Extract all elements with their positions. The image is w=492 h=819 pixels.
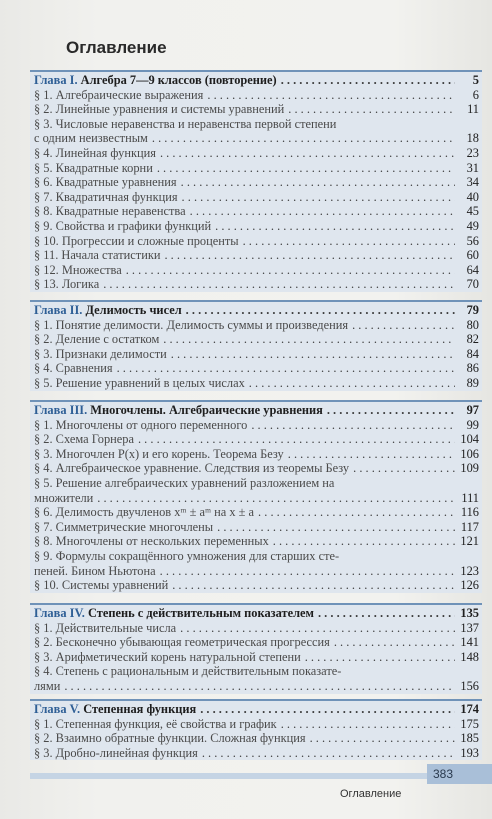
section-title: § 8. Квадратные неравенства xyxy=(34,204,186,219)
section-title: § 2. Деление с остатком xyxy=(34,332,160,347)
leader-dots xyxy=(251,418,455,433)
section-entry[interactable] xyxy=(30,418,482,433)
section-title: § 10. Системы уравнений xyxy=(34,578,169,593)
leader-dots xyxy=(353,461,455,476)
section-page: 106 xyxy=(460,446,479,461)
chapter-block xyxy=(30,400,482,593)
section-title: § 1. Действительные числа xyxy=(34,620,177,635)
leader-dots xyxy=(163,332,455,347)
section-title: § 5. Решение уравнений в целых числах xyxy=(34,375,245,390)
section-entry[interactable] xyxy=(30,204,482,219)
section-title: § 5. Решение алгебраических уравнений разложением на xyxy=(34,475,335,490)
leader-dots xyxy=(305,650,455,665)
section-entry[interactable] xyxy=(30,731,482,746)
section-page: 40 xyxy=(466,189,479,204)
leader-dots xyxy=(352,318,455,333)
section-page: 56 xyxy=(466,233,479,248)
chapter-heading[interactable] xyxy=(30,702,482,717)
section-entry[interactable] xyxy=(30,146,482,161)
section-title: § 2. Линейные уравнения и системы уравнений xyxy=(34,102,285,117)
leader-dots xyxy=(310,731,455,746)
section-entry-continuation[interactable] xyxy=(30,131,482,146)
chapter-page: 135 xyxy=(460,606,479,620)
chapter-page: 174 xyxy=(460,702,479,716)
section-title-continuation: пеней. Бином Ньютона xyxy=(34,563,156,578)
section-entry[interactable] xyxy=(30,578,482,593)
section-entry[interactable] xyxy=(30,318,482,333)
chapter-heading[interactable] xyxy=(30,606,482,621)
section-title: § 9. Свойства и графики функций xyxy=(34,218,212,233)
section-page: 89 xyxy=(466,375,479,390)
chapter-label: Глава IV. xyxy=(34,606,85,620)
section-title: § 1. Понятие делимости. Делимость суммы и произведения xyxy=(34,317,349,332)
section-entry[interactable] xyxy=(30,447,482,462)
leader-dots xyxy=(64,679,455,694)
section-page: 123 xyxy=(460,563,479,578)
leader-dots xyxy=(157,161,455,176)
section-page: 82 xyxy=(466,332,479,347)
section-title: § 10. Прогрессии и сложные проценты xyxy=(34,233,239,248)
section-title: § 13. Логика xyxy=(34,277,100,292)
section-entry[interactable] xyxy=(30,746,482,761)
section-page: 80 xyxy=(466,317,479,332)
section-title: § 6. Делимость двучленов xᵐ ± aᵐ на x ± a xyxy=(34,505,255,520)
section-entry[interactable] xyxy=(30,664,482,679)
chapter-title: Многочлены. Алгебраические уравнения xyxy=(90,403,323,417)
leader-dots xyxy=(180,621,455,636)
leader-dots xyxy=(334,635,455,650)
section-title: § 5. Квадратные корни xyxy=(34,160,153,175)
leader-dots xyxy=(202,746,455,761)
section-entry[interactable] xyxy=(30,534,482,549)
section-title: § 3. Признаки делимости xyxy=(34,346,167,361)
chapter-page: 97 xyxy=(466,403,479,417)
section-title-continuation: множители xyxy=(34,490,94,505)
section-page: 99 xyxy=(466,417,479,432)
section-title: § 3. Арифметический корень натуральной степени xyxy=(34,649,301,664)
chapter-title: Степень с действительным показателем xyxy=(88,606,314,620)
bottom-decor-bar xyxy=(30,773,492,779)
section-page: 121 xyxy=(460,534,479,549)
section-page: 60 xyxy=(466,248,479,263)
page-number: 383 xyxy=(427,764,492,784)
section-page: 18 xyxy=(466,131,479,146)
leader-dots xyxy=(200,702,455,717)
leader-dots xyxy=(273,534,455,549)
chapter-heading[interactable] xyxy=(30,303,482,318)
section-page: 11 xyxy=(467,102,479,117)
section-title-continuation: с одним неизвестным xyxy=(34,131,148,146)
section-entry[interactable] xyxy=(30,432,482,447)
chapter-block xyxy=(30,70,482,292)
section-title: § 3. Числовые неравенства и неравенства первой степени xyxy=(34,116,337,131)
chapter-heading[interactable] xyxy=(30,403,482,418)
section-entry[interactable] xyxy=(30,175,482,190)
section-title: § 4. Алгебраическое уравнение. Следствия из теоремы Безу xyxy=(34,461,350,476)
leader-dots xyxy=(249,376,455,391)
leader-dots xyxy=(160,146,455,161)
chapter-heading[interactable] xyxy=(30,73,482,88)
section-page: 109 xyxy=(460,461,479,476)
section-page: 175 xyxy=(460,716,479,731)
section-title: § 7. Квадратичная функция xyxy=(34,189,178,204)
section-page: 70 xyxy=(466,277,479,292)
section-entry[interactable] xyxy=(30,621,482,636)
section-page: 23 xyxy=(466,145,479,160)
section-title: § 1. Степенная функция, её свойства и график xyxy=(34,716,277,731)
chapter-page: 5 xyxy=(472,73,479,87)
chapter-title: Степенная функция xyxy=(83,702,197,716)
section-entry-continuation[interactable] xyxy=(30,679,482,694)
section-entry[interactable] xyxy=(30,376,482,391)
section-title: § 2. Взаимно обратные функции. Сложная функция xyxy=(34,731,306,746)
section-entry[interactable] xyxy=(30,476,482,491)
section-entry[interactable] xyxy=(30,88,482,103)
section-entry[interactable] xyxy=(30,277,482,292)
section-entry[interactable] xyxy=(30,461,482,476)
section-title: § 3. Многочлен P(x) и его корень. Теорема Безу xyxy=(34,446,284,461)
section-page: 111 xyxy=(461,490,479,505)
leader-dots xyxy=(281,73,455,88)
section-page: 34 xyxy=(466,175,479,190)
section-page: 84 xyxy=(466,346,479,361)
section-page: 156 xyxy=(460,678,479,693)
section-title: § 2. Бесконечно убывающая геометрическая прогрессия xyxy=(34,635,330,650)
section-entry[interactable] xyxy=(30,717,482,732)
section-page: 86 xyxy=(466,361,479,376)
chapter-label: Глава I. xyxy=(34,73,78,87)
section-title: § 4. Сравнения xyxy=(34,361,113,376)
leader-dots xyxy=(258,505,455,520)
chapter-label: Глава V. xyxy=(34,702,81,716)
section-page: 137 xyxy=(460,620,479,635)
section-entry[interactable] xyxy=(30,219,482,234)
leader-dots xyxy=(126,263,455,278)
chapter-title: Алгебра 7—9 классов (повторение) xyxy=(80,73,277,87)
leader-dots xyxy=(160,564,455,579)
leader-dots xyxy=(215,219,455,234)
section-title: § 6. Квадратные уравнения xyxy=(34,175,177,190)
leader-dots xyxy=(172,578,455,593)
section-title: § 7. Симметрические многочлены xyxy=(34,519,214,534)
leader-dots xyxy=(97,491,455,506)
section-entry[interactable] xyxy=(30,520,482,535)
section-title: § 4. Степень с рациональным и действительным показате- xyxy=(34,664,342,679)
section-entry-continuation[interactable] xyxy=(30,564,482,579)
section-entry-continuation[interactable] xyxy=(30,491,482,506)
section-page: 193 xyxy=(460,745,479,760)
chapter-page: 79 xyxy=(466,303,479,317)
chapter-title: Делимость чисел xyxy=(85,303,182,317)
section-title: § 4. Линейная функция xyxy=(34,145,156,160)
section-entry[interactable] xyxy=(30,234,482,249)
section-title: § 11. Начала статистики xyxy=(34,248,161,263)
section-page: 49 xyxy=(466,218,479,233)
leader-dots xyxy=(207,88,455,103)
section-entry[interactable] xyxy=(30,263,482,278)
section-entry[interactable] xyxy=(30,102,482,117)
section-title: § 3. Дробно-линейная функция xyxy=(34,745,198,760)
leader-dots xyxy=(138,432,455,447)
section-entry[interactable] xyxy=(30,635,482,650)
leader-dots xyxy=(103,277,455,292)
leader-dots xyxy=(318,606,455,621)
leader-dots xyxy=(288,102,455,117)
section-page: 104 xyxy=(460,432,479,447)
section-title: § 2. Схема Горнера xyxy=(34,432,134,447)
section-page: 185 xyxy=(460,731,479,746)
section-entry[interactable] xyxy=(30,190,482,205)
leader-dots xyxy=(288,447,455,462)
section-entry[interactable] xyxy=(30,361,482,376)
leader-dots xyxy=(186,303,455,318)
chapter-label: Глава III. xyxy=(34,403,88,417)
section-title: § 1. Многочлены от одного переменного xyxy=(34,417,248,432)
section-entry[interactable] xyxy=(30,332,482,347)
section-page: 6 xyxy=(472,87,479,102)
chapter-block xyxy=(30,300,482,391)
chapter-label: Глава II. xyxy=(34,303,83,317)
section-page: 31 xyxy=(466,160,479,175)
leader-dots xyxy=(243,234,455,249)
leader-dots xyxy=(281,717,455,732)
section-entry[interactable] xyxy=(30,161,482,176)
section-entry[interactable] xyxy=(30,549,482,564)
section-page: 148 xyxy=(460,649,479,664)
section-page: 126 xyxy=(460,578,479,593)
chapter-block xyxy=(30,699,482,760)
section-entry[interactable] xyxy=(30,347,482,362)
section-page: 117 xyxy=(460,519,479,534)
chapter-block xyxy=(30,603,482,694)
leader-dots xyxy=(181,175,455,190)
section-page: 64 xyxy=(466,262,479,277)
section-entry[interactable] xyxy=(30,117,482,132)
leader-dots xyxy=(171,347,455,362)
running-footer: Оглавление xyxy=(340,788,402,800)
section-page: 45 xyxy=(466,204,479,219)
section-entry[interactable] xyxy=(30,505,482,520)
leader-dots xyxy=(182,190,455,205)
section-entry[interactable] xyxy=(30,650,482,665)
section-page: 141 xyxy=(460,635,479,650)
leader-dots xyxy=(217,520,455,535)
leader-dots xyxy=(152,131,455,146)
page-title: Оглавление xyxy=(66,38,167,57)
section-title-continuation: лями xyxy=(34,678,61,693)
section-page: 116 xyxy=(460,505,479,520)
section-title: § 9. Формулы сокращённого умножения для старших сте- xyxy=(34,548,340,563)
section-title: § 8. Многочлены от нескольких переменных xyxy=(34,534,269,549)
leader-dots xyxy=(117,361,455,376)
section-entry[interactable] xyxy=(30,248,482,263)
leader-dots xyxy=(190,204,455,219)
leader-dots xyxy=(164,248,455,263)
section-title: § 1. Алгебраические выражения xyxy=(34,87,204,102)
section-title: § 12. Множества xyxy=(34,262,122,277)
leader-dots xyxy=(327,403,455,418)
